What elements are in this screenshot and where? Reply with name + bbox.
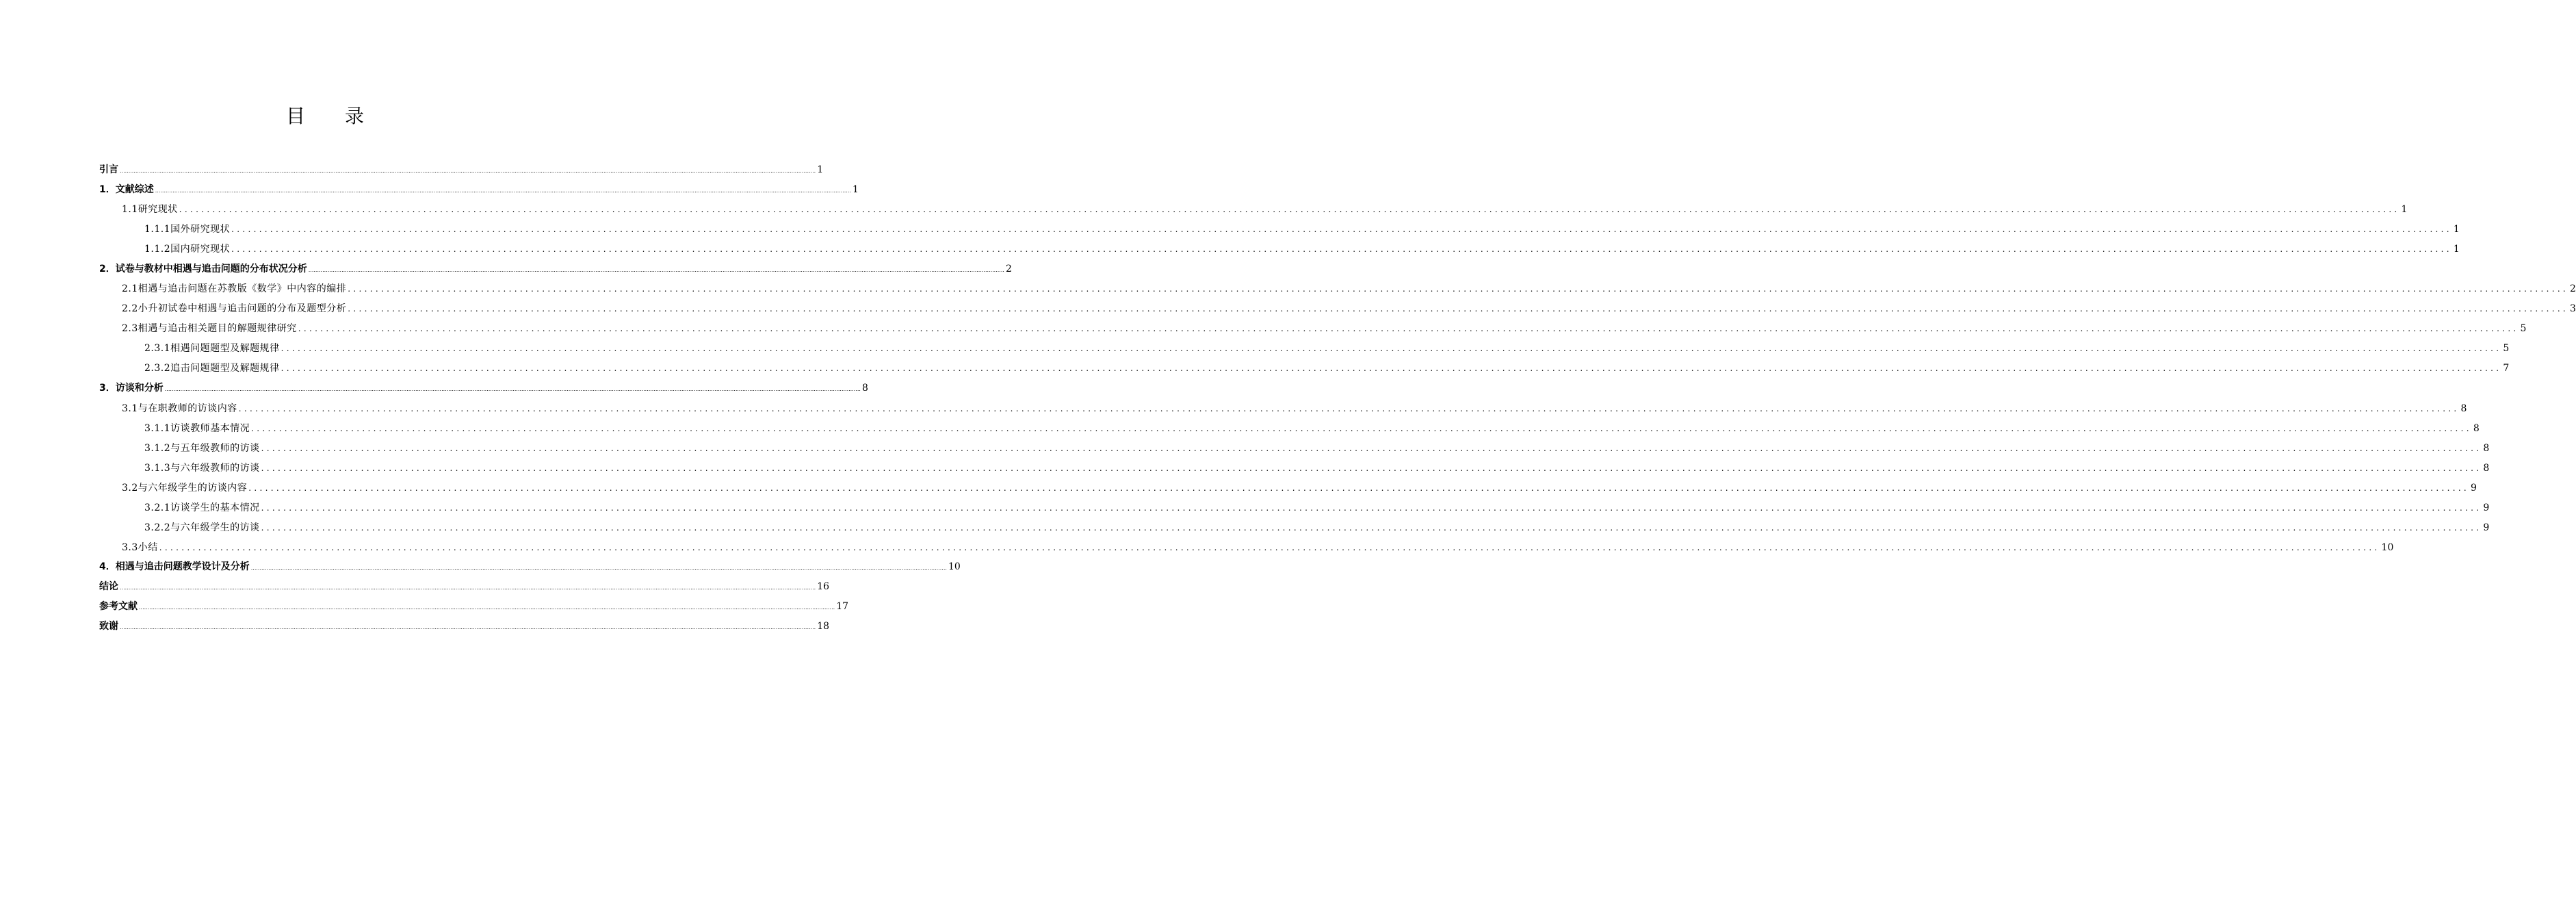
toc-dot-leader: ................................................................................................................................................................................................................................................................................................................................................................................................................	[298, 324, 2519, 333]
toc-entry[interactable]	[122, 201, 2408, 216]
title-char-2: 录	[345, 105, 365, 127]
toc-dot-leader: ................................................................................................................................................................................................................................................................................................................................................................................................................	[238, 404, 2460, 413]
toc-entry-label: 3.1.2与五年级教师的访谈	[144, 443, 260, 454]
title-char-1: 目	[285, 105, 305, 127]
toc-entry-label: 参考文献	[99, 601, 138, 612]
toc-entry-label: 致谢	[99, 621, 118, 632]
toc-entry-label: 2.3相遇与追击相关题目的解题规律研究	[122, 323, 297, 334]
toc-page-number: 1	[817, 164, 824, 175]
toc-entry[interactable]	[144, 519, 2490, 534]
toc-entry-label: 2.3.2追击问题题型及解题规律	[144, 363, 280, 374]
toc-dot-leader: ................................................................................................................................................................................................................................................................................................................................................................................................................	[164, 386, 861, 392]
toc-dot-leader: ................................................................................................................................................................................................................................................................................................................................................................................................................	[308, 267, 1004, 273]
toc-dot-leader: ................................................................................................................................................................................................................................................................................................................................................................................................................	[155, 188, 851, 194]
toc-dot-leader: ................................................................................................................................................................................................................................................................................................................................................................................................................	[261, 444, 2482, 453]
toc-dot-leader: ................................................................................................................................................................................................................................................................................................................................................................................................................	[261, 463, 2482, 473]
toc-page-number: 9	[2483, 522, 2490, 533]
toc-entry[interactable]	[99, 558, 961, 573]
toc-entry-label: 1．文献综述	[99, 184, 154, 195]
toc-entry-label: 3．访谈和分析	[99, 383, 164, 394]
toc-page-number: 10	[948, 561, 961, 572]
toc-entry[interactable]	[122, 280, 2576, 295]
toc-page-number: 8	[2483, 443, 2490, 454]
toc-entry-label: 3.3小结	[122, 542, 158, 553]
toc-dot-leader: ................................................................................................................................................................................................................................................................................................................................................................................................................	[120, 585, 816, 591]
toc-entry-label: 1.1.2国内研究现状	[144, 244, 231, 255]
toc-entry[interactable]	[99, 260, 1012, 275]
toc-page-number: 1	[2453, 244, 2460, 255]
toc-entry-label: 2.3.1相遇问题题型及解题规律	[144, 343, 280, 354]
toc-page-number: 8	[2483, 463, 2490, 474]
toc-dot-leader: ................................................................................................................................................................................................................................................................................................................................................................................................................	[120, 624, 816, 630]
toc-entry[interactable]	[122, 479, 2477, 494]
toc-page-number: 18	[817, 621, 830, 632]
toc-page-number: 8	[861, 383, 868, 394]
toc-entry-label: 3.1.3与六年级教师的访谈	[144, 463, 260, 474]
toc-entry-label: 2．试卷与教材中相遇与追击问题的分布状况分析	[99, 264, 307, 274]
toc-page-number: 17	[836, 601, 849, 612]
toc-dot-leader: ................................................................................................................................................................................................................................................................................................................................................................................................................	[348, 304, 2569, 314]
toc-entry[interactable]	[144, 499, 2490, 514]
toc-entry[interactable]	[122, 400, 2467, 415]
toc-dot-leader: ................................................................................................................................................................................................................................................................................................................................................................................................................	[261, 503, 2482, 513]
toc-page-number: 10	[2381, 542, 2394, 553]
toc-entry[interactable]	[144, 240, 2460, 255]
toc-entry[interactable]	[99, 578, 830, 593]
page-title	[0, 101, 650, 129]
toc-entry-label: 3.1与在职教师的访谈内容	[122, 403, 237, 414]
toc-page-number: 2	[1005, 264, 1012, 274]
toc-entry-label: 2.1相遇与追击问题在苏教版《数学》中内容的编排	[122, 283, 347, 294]
toc-page-number: 1	[2401, 204, 2408, 215]
toc-entry[interactable]	[122, 320, 2527, 335]
toc-page-number: 3	[2570, 303, 2576, 314]
toc-entry[interactable]	[99, 181, 859, 196]
toc-entry[interactable]	[144, 420, 2480, 435]
toc-entry[interactable]	[122, 300, 2576, 315]
toc-dot-leader: ................................................................................................................................................................................................................................................................................................................................................................................................................	[231, 244, 2452, 254]
toc-page-number: 5	[2503, 343, 2510, 354]
toc-dot-leader: ................................................................................................................................................................................................................................................................................................................................................................................................................	[261, 523, 2482, 533]
toc-dot-leader: ................................................................................................................................................................................................................................................................................................................................................................................................................	[120, 168, 816, 174]
toc-entry[interactable]	[99, 161, 824, 176]
toc-entry-label: 3.2与六年级学生的访谈内容	[122, 483, 248, 494]
toc-dot-leader: ................................................................................................................................................................................................................................................................................................................................................................................................................	[248, 483, 2470, 493]
toc-page-number: 1	[2453, 224, 2460, 235]
toc-page-number: 9	[2471, 483, 2477, 494]
toc-dot-leader: ................................................................................................................................................................................................................................................................................................................................................................................................................	[139, 604, 835, 611]
toc-dot-leader: ................................................................................................................................................................................................................................................................................................................................................................................................................	[348, 284, 2569, 294]
toc-entry[interactable]	[144, 340, 2510, 355]
toc-entry-label: 3.2.2与六年级学生的访谈	[144, 522, 260, 533]
toc-page-number: 2	[2570, 283, 2576, 294]
toc-entry[interactable]	[144, 359, 2510, 374]
toc-entry[interactable]	[144, 459, 2490, 474]
toc-entry-label: 1.1研究现状	[122, 204, 178, 215]
toc-page-number: 7	[2503, 363, 2510, 374]
toc-dot-leader: ................................................................................................................................................................................................................................................................................................................................................................................................................	[159, 543, 2380, 552]
toc-dot-leader: ................................................................................................................................................................................................................................................................................................................................................................................................................	[281, 344, 2502, 353]
toc-page-number: 8	[2473, 423, 2480, 434]
toc-entry[interactable]	[99, 598, 849, 613]
toc-entry[interactable]	[144, 439, 2490, 455]
toc-entry[interactable]	[99, 379, 868, 394]
toc-entry-label: 4．相遇与追击问题教学设计及分析	[99, 561, 250, 572]
toc-dot-leader: ................................................................................................................................................................................................................................................................................................................................................................................................................	[251, 424, 2472, 433]
toc-page-number: 16	[817, 581, 830, 592]
toc-entry-label: 2.2小升初试卷中相遇与追击问题的分布及题型分析	[122, 303, 347, 314]
toc-dot-leader: ................................................................................................................................................................................................................................................................................................................................................................................................................	[179, 205, 2400, 214]
toc-entry[interactable]	[122, 539, 2394, 554]
toc-dot-leader: ................................................................................................................................................................................................................................................................................................................................................................................................................	[250, 565, 947, 571]
toc-page-number: 8	[2460, 403, 2467, 414]
toc-entry-label: 3.1.1访谈教师基本情况	[144, 423, 250, 434]
toc-entry-label: 1.1.1国外研究现状	[144, 224, 231, 235]
toc-entry-label: 结论	[99, 581, 118, 592]
toc-entry-label: 引言	[99, 164, 118, 175]
toc-page-number: 9	[2483, 502, 2490, 513]
toc-entry-label: 3.2.1访谈学生的基本情况	[144, 502, 260, 513]
toc-dot-leader: ................................................................................................................................................................................................................................................................................................................................................................................................................	[231, 225, 2452, 234]
toc-entry[interactable]	[99, 617, 830, 632]
toc-page-number: 1	[852, 184, 859, 195]
toc-dot-leader: ................................................................................................................................................................................................................................................................................................................................................................................................................	[281, 363, 2502, 373]
toc-page-number: 5	[2520, 323, 2527, 334]
toc-entry[interactable]	[144, 220, 2460, 235]
